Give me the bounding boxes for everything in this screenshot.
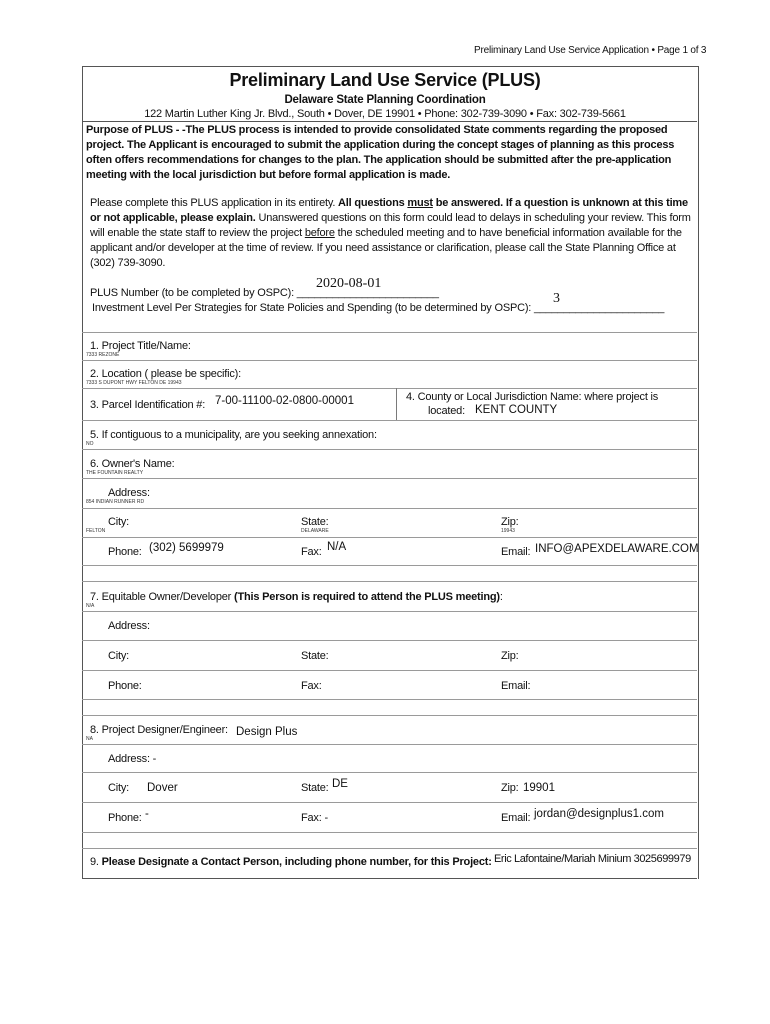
designer-state-value[interactable]: DE — [332, 778, 348, 790]
owner-email-value[interactable]: INFO@APEXDELAWARE.COM — [535, 543, 699, 555]
owner-state-value[interactable]: DELAWARE — [301, 528, 329, 534]
developer-label-text: 7. Equitable Owner/Developer — [90, 591, 235, 603]
divider — [82, 772, 697, 773]
developer-fax-label: Fax: — [301, 680, 322, 692]
owner-phone-value[interactable]: (302) 5699979 — [149, 542, 224, 554]
divider — [82, 581, 697, 582]
instructions-line — [90, 212, 691, 224]
designer-zip-label: Zip: — [501, 782, 519, 794]
instructions-line — [90, 197, 688, 209]
divider — [82, 388, 697, 389]
agency-address: 122 Martin Luther King Jr. Blvd., South • Dover, DE 19901 • Phone: 302-739-3090 • Fax: 302-739-5661 — [144, 108, 626, 120]
annexation-value[interactable]: NO — [86, 441, 94, 447]
divider — [82, 744, 697, 745]
divider — [396, 388, 397, 420]
instructions-line: (302) 739-3090. — [90, 257, 166, 269]
designer-value[interactable]: Design Plus — [236, 726, 298, 738]
developer-state-label: State: — [301, 650, 329, 662]
owner-zip-value[interactable]: 19943 — [501, 528, 515, 534]
designer-email-label: Email: — [501, 812, 531, 824]
jurisdiction-label-located: located: — [428, 405, 465, 417]
location-label: 2. Location ( please be specific): — [90, 368, 241, 380]
divider — [82, 121, 697, 122]
designer-fax-label: Fax: - — [301, 812, 328, 824]
designer-small-value[interactable]: NA — [86, 736, 93, 742]
divider — [82, 449, 697, 450]
divider — [82, 420, 697, 421]
instructions-underline: before — [304, 227, 335, 239]
project-title-value[interactable]: 7333 REZONE — [86, 352, 120, 358]
plus-number-label: PLUS Number (to be completed by OSPC): ________________________ — [90, 287, 439, 299]
divider — [82, 802, 697, 803]
instructions-line: applicant and/or developer at the time of review. If you need assistance or clarification, please call the State Planning Office at — [90, 242, 676, 254]
instructions-text: Unanswered questions on this form could lead to delays in scheduling your review. This form — [255, 212, 691, 224]
contact-person-label — [90, 856, 492, 868]
instructions-bold: All questions — [338, 197, 408, 209]
developer-label-colon: : — [499, 591, 503, 603]
purpose-line: meeting with the local jurisdiction but before formal application is made. — [86, 169, 451, 181]
designer-phone-label: Phone: — [108, 812, 142, 824]
designer-city-value[interactable]: Dover — [147, 782, 178, 794]
divider — [82, 699, 697, 700]
divider — [82, 848, 697, 849]
owner-address-label: Address: — [108, 487, 150, 499]
designer-label: 8. Project Designer/Engineer: — [90, 724, 228, 736]
designer-city-label: City: — [108, 782, 130, 794]
project-title-label: 1. Project Title/Name: — [90, 340, 191, 352]
divider — [82, 670, 697, 671]
divider — [82, 360, 697, 361]
instructions-line — [90, 227, 682, 239]
designer-zip-value[interactable]: 19901 — [523, 782, 555, 794]
owner-state-label: State: — [301, 516, 329, 528]
instructions-text: will enable the state staff to review the project — [90, 227, 305, 239]
developer-label — [90, 591, 503, 603]
owner-fax-value[interactable]: N/A — [327, 541, 347, 553]
owner-phone-label: Phone: — [108, 546, 142, 558]
divider — [82, 832, 697, 833]
contact-person-number: 9. — [90, 856, 102, 868]
contact-person-label-bold: Please Designate a Contact Person, including phone number, for this Project: — [101, 856, 492, 868]
divider — [82, 715, 697, 716]
divider — [82, 508, 697, 509]
instructions-underline: must — [407, 197, 433, 209]
owner-zip-label: Zip: — [501, 516, 519, 528]
owner-name-label: 6. Owner's Name: — [90, 458, 175, 470]
owner-city-label: City: — [108, 516, 130, 528]
investment-level-value[interactable]: 3 — [553, 291, 560, 306]
form-frame — [82, 66, 699, 879]
designer-email-value[interactable]: jordan@designplus1.com — [534, 808, 664, 820]
owner-fax-label: Fax: — [301, 546, 322, 558]
contact-person-value[interactable]: Eric Lafontaine/Mariah Minium 3025699979 — [494, 853, 691, 865]
page-header: Preliminary Land Use Service Application • Page 1 of 3 — [474, 45, 707, 56]
parcel-id-label: 3. Parcel Identification #: — [90, 399, 206, 411]
divider — [82, 478, 697, 479]
form-title: Preliminary Land Use Service (PLUS) — [229, 70, 541, 90]
divider — [82, 611, 697, 612]
instructions-text: Please complete this PLUS application in its entirety. — [90, 197, 339, 209]
designer-phone-value[interactable]: - — [145, 808, 149, 820]
divider — [82, 537, 697, 538]
purpose-line: often offers recommendations for changes to the plan. The application should be submitted after the pre-application — [86, 154, 672, 166]
instructions-bold: be answered. If a question is unknown at this time — [432, 197, 688, 209]
owner-address-value[interactable]: 854 INDIAN RUNNER RD — [86, 499, 145, 505]
instructions-text: the scheduled meeting and to have beneficial information available for the — [334, 227, 682, 239]
plus-number-value[interactable]: 2020-08-01 — [316, 276, 382, 291]
purpose-line: Purpose of PLUS - -The PLUS process is intended to provide consolidated State comments regarding the proposed — [86, 124, 668, 136]
jurisdiction-label: 4. County or Local Jurisdiction Name: where project is — [406, 391, 659, 403]
investment-level-label: Investment Level Per Strategies for State Policies and Spending (to be determined by OSPC): ______________________ — [92, 302, 665, 314]
designer-state-label: State: — [301, 782, 329, 794]
jurisdiction-value[interactable]: KENT COUNTY — [475, 404, 558, 416]
developer-label-bold: (This Person is required to attend the PLUS meeting) — [234, 591, 500, 603]
divider — [82, 878, 697, 879]
owner-name-value[interactable]: THE FOUNTAIN REALTY — [86, 470, 144, 476]
instructions-bold: or not applicable, please explain. — [90, 212, 256, 224]
developer-phone-label: Phone: — [108, 680, 142, 692]
location-value[interactable]: 7333 S DUPONT HWY FELTON DE 19943 — [86, 380, 182, 386]
developer-city-label: City: — [108, 650, 130, 662]
developer-email-label: Email: — [501, 680, 531, 692]
owner-city-value[interactable]: FELTON — [86, 528, 106, 534]
form-subtitle: Delaware State Planning Coordination — [284, 94, 486, 106]
designer-address-label: Address: - — [108, 753, 157, 765]
divider — [82, 640, 697, 641]
developer-value[interactable]: N/A — [86, 603, 95, 609]
developer-address-label: Address: — [108, 620, 150, 632]
annexation-label: 5. If contiguous to a municipality, are you seeking annexation: — [90, 429, 377, 441]
purpose-line: project. The Applicant is encouraged to submit the application during the concept stages of planning as this process — [86, 139, 675, 151]
owner-email-label: Email: — [501, 546, 531, 558]
divider — [82, 565, 697, 566]
divider — [82, 332, 697, 333]
developer-zip-label: Zip: — [501, 650, 519, 662]
parcel-id-value[interactable]: 7-00-11100-02-0800-00001 — [215, 395, 354, 407]
